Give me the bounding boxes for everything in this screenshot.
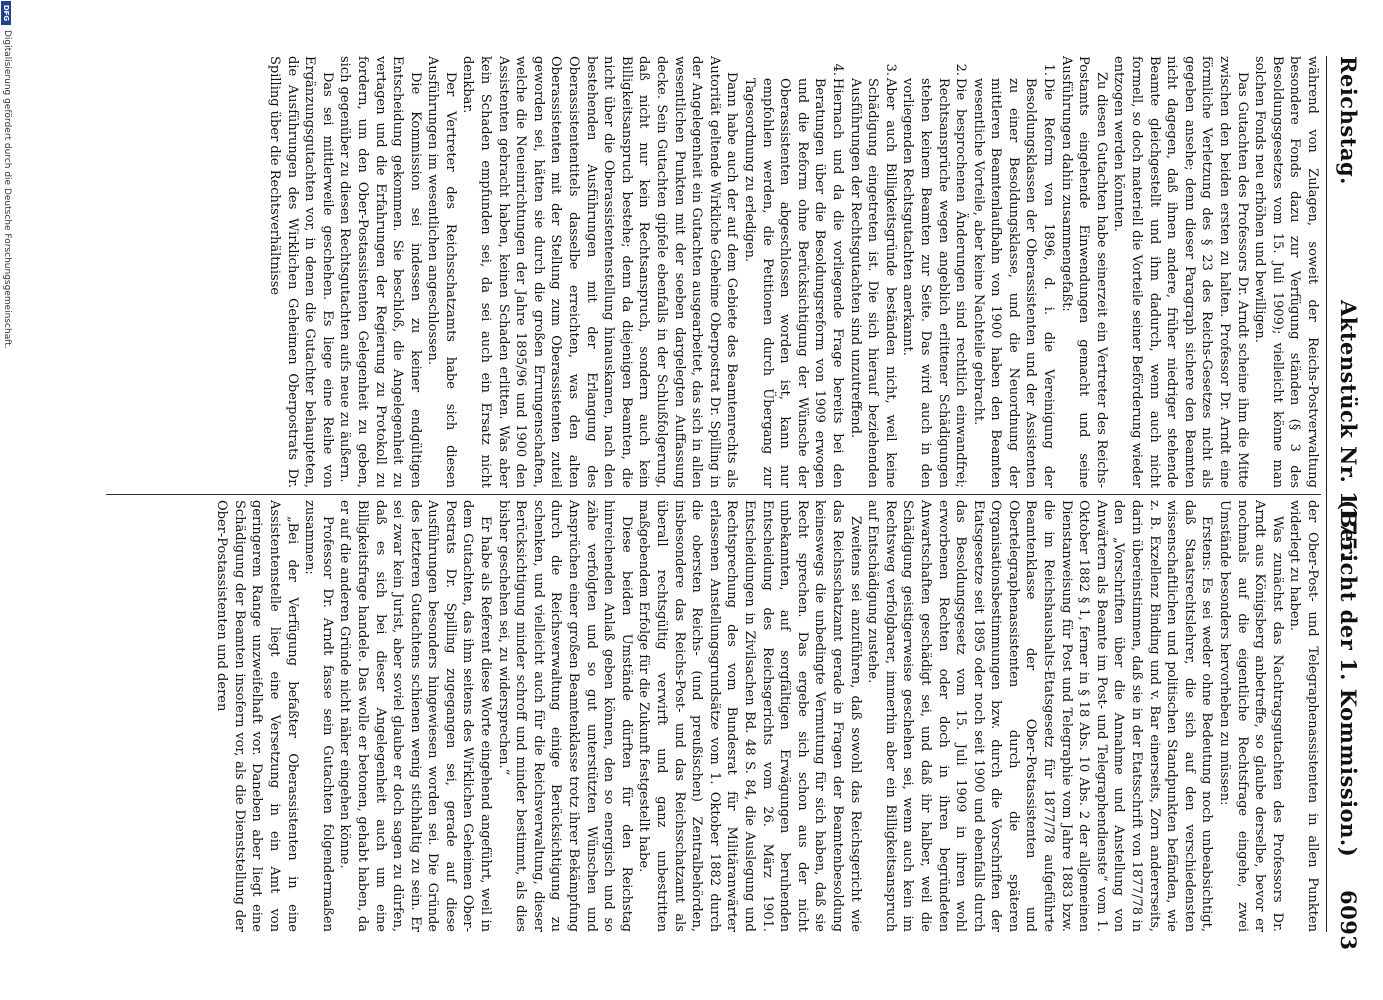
header-rule <box>1326 56 1327 932</box>
item-number: 1. <box>1041 63 1057 76</box>
body-paragraph: Das sei mittlerweile geschehen. Es liege eine Reihe von Ergänzungsgutachten vor, in denen die Gutachter behaupteten, die Ausführungen des Wirklichen Geheimen Oberpostrats Dr. Spilling über die Rechtsverhältnisse <box>266 56 335 488</box>
body-paragraph: Was zunächst das Nachtragsgutachten des Professors Dr. Arndt aus Königsberg anbetreffe, so glaube derselbe, bevor er nochmals auf die eigentliche Rechtsfrage eingehe, zwei Umstände besonders hervorheben zu müssen: <box>1217 500 1285 932</box>
footer-credit: Digitalisierung gefördert durch die Deutsche Forschungsgemeinschaft. <box>2 30 12 349</box>
body-paragraph: Die Kommission sei indessen zu keiner endgültigen Entscheidung gekommen. Sie beschloß, die Angelegenheit zu vertagen und die Erfahrungen der Regierung zu Protokoll zu fordern, um den Ober-Postassistenten Gelegenheit zu geben, sich gegenüber zu diesen Rechtsgutachten aufs neue zu äußern. <box>337 56 423 488</box>
page-number: 6093 <box>1336 890 1361 951</box>
numbered-item <box>969 56 1057 488</box>
body-paragraph: Der Vertreter des Reichsschatzamts habe sich diesen Ausführungen im wesentlichen angeschlossen. <box>425 56 458 488</box>
item-text: Aber auch Billigkeitsgründe beständen nicht, weil keine Schädigung eingetreten ist. Die sich hierauf beziehenden Ausführungen der Rechtsgutachten sind unzutreffend. <box>847 78 898 488</box>
column-divider <box>106 494 1321 495</box>
body-paragraph: Das Gutachten des Professors Dr. Arndt scheine ihm die Mitte zwischen den beiden ersten zu halten. Professor Dr. Arndt eine förmliche Verletzung des § 23 des Reichs-Gesetzes nicht als gegeben ansehe; denn dieser Paragraph sichere den Beamten nicht dagegen, daß ihnen andere, früher niedriger stehende Beamte gleichgestellt und ihm dadurch, wenn auch nicht formell, so doch materiell die Vorteile seiner Beförderung wieder entzogen werden könnten. <box>1111 56 1250 488</box>
item-number: 4. <box>829 63 845 76</box>
header-document-number: Aktenstück Nr. 1175. <box>1336 300 1361 560</box>
numbered-item <box>740 56 846 488</box>
body-paragraph: Erstens: Es sei weder ohne Bedeutung noch unbeabsichtigt, daß Staatsrechtslehrer, die sich auf den verschiedensten wissenschaftlichen und politischen Standpunkten befänden, wie z. B. Exzellenz Binding und v. Bar einerseits, Zorn andererseits, darin übereinstimmen, daß sie in der Etatsschrift von 1877/78 in den „Vorschriften über die Annahme und Anstellung von Anwärtern als Beamte im Post- und Telegraphendienste“ vom 1. Oktober 1882 § 1, ferner in § 18 Abs. 10 Abs. 2 der allgemeinen Dienstanweisung für Post und Telegraphie vom Jahre 1883 bzw. die im Reichshaushalts-Etatsgesetz für 1877/78 aufgeführte Beamtenklasse der Ober-Postassistenten und Obertelegraphenassistenten durch die späteren Organisationsbestimmungen bzw. durch die Vorschriften der Etatsgesetze seit 1895 oder noch seit 1900 und ebenfalls durch das Besoldungsgesetz vom 15. Juli 1909 in ihren wohl erworbenen Rechten oder doch in ihren begründeten Anwartschaften geschädigt sei, und daß ihr halber, weil die Schädigung geistigerweise geschehen sei, wenn auch kein im Rechtsweg verfolgbarer, immerhin aber ein Billigkeitsanspruch auf Entschädigung zustehe. <box>865 500 1215 932</box>
numbered-item <box>899 56 969 488</box>
header-title: Reichstag. <box>1336 56 1361 185</box>
item-number: 3. <box>882 63 898 76</box>
body-paragraph: Er habe als Referent diese Worte eingehend angeführt, weil in dem Gutachten, das ihm seitens des Wirklichen Geheimen Ober-Postrats Dr. Spilling zugegangen sei, gerade auf diese Ausführungen besonders hingewiesen worden sei. Die Gründe des letzteren Gutachtens schienen wenig stichhaltig zu sein. Er sei zwar kein Jurist, aber soviel glaube er doch sagen zu dürfen, daß es sich bei dieser Angelegenheit auch um eine Billigkeitsfrage handele. Das wolle er betonen, gehabt haben, da er auf die anderen Gründe nicht näher eingehen könne. <box>337 500 494 932</box>
numbered-item <box>846 56 899 488</box>
body-paragraph: Dann habe auch der auf dem Gebiete des Beamtenrechts als Autorität geltende Wirkliche Geheime Oberpostrat Dr. Spilling in der Angelegenheit ein Gutachten ausgearbeitet, das sich in allen wesentlichen Punkten mit der soeben dargelegten Auffassung decke. Sein Gutachten gipfele ebenfalls in der Schlußfolgerung, daß nicht nur kein Rechtsanspruch, sondern auch kein Billigkeitsanspruch bestehe; denn da diejenigen Beamten, die nicht über die Oberassistentenstellung hinauskamen, nach den bestehenden Ausführungen mit der Erlangung des Oberassistententitels dasselbe erreichten, was den alten Oberassistenten mit der Stellung zum Oberassistenten zuteil geworden sei, hätten sie durch die großen Errungenschaften, welche die Neueinrichtungen der Jahre 1895/96 und 1900 den Assistenten gebracht haben, keinen Schaden erlitten. Was aber kein Schaden empfunden sei, da sei auch ein Ersatz nicht denkbar. <box>460 56 740 488</box>
body-paragraph: Zu diesen Gutachten habe seinerzeit ein Vertreter des Reichs-Postamts eingehende Einwendungen gemacht und seine Ausführungen dahin zusammengefaßt: <box>1058 56 1109 488</box>
text-column-right <box>111 500 1321 932</box>
header-report-label: (Bericht der 1. Kommission.) <box>1336 500 1361 858</box>
body-paragraph: Professor Dr. Arndt fasse sein Gutachten folgendermaßen zusammen: <box>302 500 335 932</box>
body-paragraph: während von Zulagen, soweit der Reichs-Postverwaltung besondere Fonds dazu zur Verfügung ständen (§ 3 des Besoldungsgesetzes vom 15. Juli 1909); vielleicht könne man solchen Fonds neu erhöhen und bewilligen. <box>1252 56 1320 488</box>
body-paragraph: der Ober-Post- und Telegraphenassistenten in allen Punkten widerlegt zu haben. <box>1287 500 1320 932</box>
item-text: Die Reform von 1896, d. i. die Vereinigung der Besoldungsklassen der Oberassistenten und der Assistenten zu einer Besoldungsklasse, und die Neuordnung der mittleren Beamtenlaufbahn von 1900 haben den Beamten wesentliche Vorteile, aber keine Nachteile gebracht. <box>970 78 1057 488</box>
text-column-left <box>111 56 1321 488</box>
item-text: Die besprochenen Änderungen sind rechtlich einwandfrei; Rechtsansprüche wegen angeblich erlittener Schädigungen stehen keinem Beamten zur Seite. Das wird auch in den vorliegenden Rechtsgutachten anerkannt. <box>900 78 969 488</box>
item-text: Hiernach und da die vorliegende Frage bereits bei den Beratungen über die Besoldungsreform von 1909 erwogen und die Reform ohne Berücksichtigung der Wünsche der Oberassistenten abgeschlossen worden ist, kann nur empfohlen werden, die Petitionen durch Übergang zur Tagesordnung zu erledigen. <box>742 78 845 488</box>
dfg-logo: DFG <box>1 1 11 25</box>
item-number: 2. <box>953 63 969 76</box>
body-paragraph: „Bei der Verfügung befaßter Oberassistenten in eine Assistentenstelle liegt eine Versetzung in ein Amt von geringerem Range unzweifelhaft vor. Daneben aber liegt eine Schädigung der Beamten insofern vor, als die Dienststellung der Ober-Postassistenten und deren <box>214 500 300 932</box>
page-footer <box>0 0 11 1000</box>
body-paragraph: Diese beiden Umstände dürften für den Reichstag hinreichenden Anlaß geben können, den so energisch und so zähe verfolgten und so gut unterstützten Wünschen und Ansprüchen einer großen Beamtenklasse trotz ihrer Bekämpfung durch die Reichsverwaltung einige Berücksichtigung zu schenken, und vielleicht auch für die Reichsverwaltung, dieser Berücksichtigung minder schroff und minder bestimmt, als dies bisher geschehen sei, zu widersprechen.“ <box>495 500 634 932</box>
page-header <box>1331 0 1367 1000</box>
body-paragraph: Zweitens sei anzuführen, daß sowohl das Reichsgericht wie das Reichsschatzamt gerade in Fragen der Beamtenbesoldung keineswegs die unbedingte Vermutung für sich haben, daß sie Recht sprechen. Das ergebe sich schon aus der nicht unbekannten, auf sorgfältigen Erwägungen beruhenden Entscheidung des Reichsgerichts vom 26. März 1901. Entscheidungen in Zivilsachen Bd. 48 S. 84, die Auslegung und Rechtsprechung des vom Bundesrat für Militäranwärter erlassenen Anstellungsgrundsätze vom 1. Oktober 1882 durch die obersten Reichs- (und preußischen) Zentralbehörden, insbesondere das Reichs-Post- und das Reichsschatzamt als überall rechtsgültig verwirft und ganz unbestritten maßgebendem Erfolge für die Zukunft festgestellt habe. <box>636 500 863 932</box>
